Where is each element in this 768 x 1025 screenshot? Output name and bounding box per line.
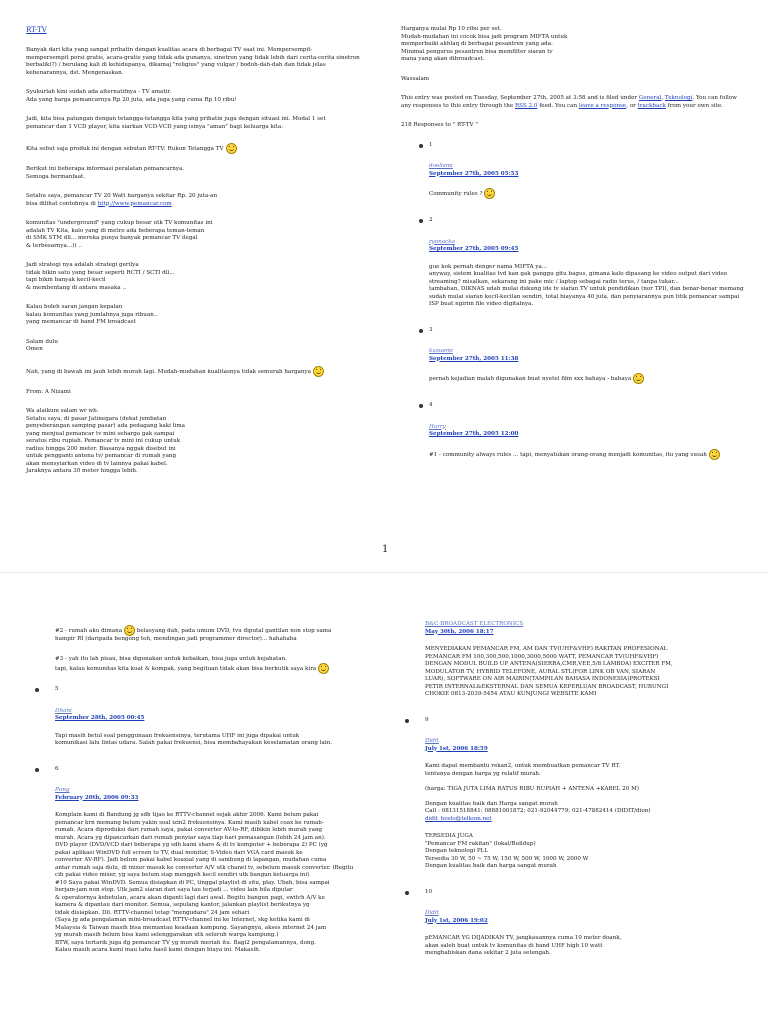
smiley-icon xyxy=(313,366,324,377)
comment-text: Community rules ? xyxy=(429,191,483,197)
post-body xyxy=(26,26,364,488)
comment-body xyxy=(429,373,748,384)
comment-author-link[interactable]: Harry xyxy=(429,423,446,430)
post-paragraph: komunitas "underground" yang cukup besar utk TV komunitas ini adalah TV Kita, kalo yang di metro ada beberapa teman-teman di SMK STM dll... mereka punya banyak pemancar TV ilegal & terbesarnya...)) .. xyxy=(26,220,213,249)
comment xyxy=(429,402,748,460)
bullet-icon xyxy=(35,768,39,772)
comment-text: #3 - yah itu lah pisau, bisa digunakan untuk kebaikan, bisa juga untuk kejahatan. tapi, kalau komunitas kita kuat & kompak, yang begituan tidak akan bisa berkutik saya kira xyxy=(55,655,317,672)
comment-text: #2 - rumah aku dimana xyxy=(55,628,123,634)
comment-number-text: 6 xyxy=(55,765,59,772)
post-paragraph: From: A Nizami xyxy=(26,388,71,395)
bullet-icon xyxy=(405,719,409,723)
comment-date-link[interactable]: September 27th, 2005 11:38 xyxy=(429,355,519,362)
post-paragraph: Salam dulu Omen xyxy=(26,338,58,352)
comment xyxy=(425,889,745,958)
comment-number-text: 10 xyxy=(425,888,433,895)
bullet-icon xyxy=(419,329,423,333)
post-paragraph: Wa alaikum salam wr wb. Setahu saya, di pasar Jatinegara (dekat jembatan penyeberangan samping pasar) ada pedagang kaki lima yang menjual pemancar tv mini seharga gak sampai seratus ribu rupiah. Pemancar tv mini ini cukup untuk radius hingga 200 meter. Biasanya nggak disebut ini untuk pengganti antena tv/ pemancar di rumah yang akan mensyiarkan video di tv lainnya pakai kabel. Jaraknya antara 30 meter hingga lebih. xyxy=(26,408,185,474)
bullet-icon xyxy=(419,404,423,408)
comment-author-link[interactable]: Dhani xyxy=(55,707,72,714)
comment-date-link[interactable]: July 1st, 2006 18:59 xyxy=(425,745,488,752)
smiley-icon xyxy=(633,373,644,384)
comment-body xyxy=(429,449,748,460)
post-text: Kita sebut saja produk ini dengan sebutan RT-TV: Rukun Tetangga TV xyxy=(26,146,224,152)
trackback-link[interactable]: trackback xyxy=(637,102,666,109)
comment-date-link[interactable]: September 27th, 2005 05:53 xyxy=(429,170,519,177)
comment-date-link[interactable]: February 20th, 2006 09:33 xyxy=(55,794,139,801)
page-number: 1 xyxy=(382,544,389,555)
comment-date-link[interactable]: May 30th, 2006 18:17 xyxy=(425,628,494,635)
comment-date-link[interactable]: September 27th, 2005 12:00 xyxy=(429,431,519,437)
comment-author-link[interactable]: Didit xyxy=(425,910,439,916)
comment-body: Komplain kami di Bandung jg sdh tijao ke RTTV-channel sejak akhir 2006. Kami belum pakai pemancar krn memang belum yakin soal izin2 frekuensinya. Kami masih kabel coax ke rumah- rumah. Acara diproduksi dari rumah saya, pakai converter AV-to-RF, dibikin lebih murah yang murah. Acara yg dipancarkan dari rumah penyiar saya tiap hari pemasangan (lebih 24 jam an). DVD player (DVD/VCD dari beberapa yg sdh kami share & di tv komputer + beberapa 2) PC (yg pakai aplikasi WinDVD full screen to TV, dual monitor, S-Video dari VGA card masuk ke converter AV-RF). Jadi belum pakai kabel koaxial yang di sambung di lapangan, mudahan cuma antar rumah saja dulu, di mixer masuk ke converter A/V utk chanel tv, sebelum masuk converter. (Begitu cih pakai video mixer, yg saya belum siap menggeh kecil sendiri utk bangun keluarga ini) #10 Saya pakai WinDVD. Semua disiapkan di PC, tinggal playlist di situ, play. Ubah, bisa sampai berjam-jam non stop. Utk jam2 siaran dari saya tau terjadi ... video lain bila diputar & operatornya kebetulan, acara akan diganti lagi dari awal. Begitu bangun pagi, switch A/V ke kamera & dipantau dari monitor. Semua, sepulang kantor, jalankan playlist berikutnya yg tidak disiapkan. Dll. RTTV-channel tetap "mengudara" 24 jam sehari (Saya jg ada pengalaman mini-broadcast RTTV-channel ini ke Internet, skg ketika kami di Malaysia & Taiwan masih bisa memantau keadaan kampung. Sayangnya, akses internet 24 jam yg murah masih belum bisa kami selenggarakan utk seluruh warga kampung.) BTW, saya tertarik juga dg pemancar TV yg murah meriah itu. Bagi2 pengalamannya, dong. Kalau masih acara kami mau tahu hasil kami dengan biaya ini. Makasih. xyxy=(55,812,354,953)
bullet-icon xyxy=(35,688,39,692)
comment-date-link[interactable]: July 1st, 2006 19:02 xyxy=(425,917,488,924)
comment-number-text: 1 xyxy=(429,141,433,148)
comment-number xyxy=(55,766,361,774)
comments-column-right xyxy=(425,621,745,976)
post-paragraph: Syukurlah kini sudah ada alternatifnya - TV amatir. Ada yang harga pemancarnya Rp 20 juta, ada juga yang cuma Rp 10 ribu! xyxy=(26,89,237,103)
comment xyxy=(429,217,748,309)
comment-continuation xyxy=(55,625,361,644)
post-continuation xyxy=(401,26,748,478)
post-text: Setahu saya, pemancar TV 20 Watt harganya sekitar Rp. 20 juta-an bisa dilihat contohnya di xyxy=(26,193,218,207)
meta-text: from your own site. xyxy=(667,102,723,109)
comment-date-link[interactable]: September 27th, 2005 09:45 xyxy=(429,246,519,252)
bullet-icon xyxy=(419,144,423,148)
comment-number-text: 3 xyxy=(429,326,433,333)
post-paragraph: Kalau boleh saran jangan kepalan kalau komunitas yang jumlahnya juga ribuan.. yang memancar di band FM broadcast xyxy=(26,304,158,325)
comment-number xyxy=(429,327,748,335)
post-paragraph: Jadi strategi nya adalah strategi gerilya tidak bikin satu yang besar seperti RCTI / SCTI dll... tapi bikin banyak kecil-kecil & membentang di antara masaka .. xyxy=(26,262,175,291)
comment-text: #1 - community always rules ... tapi, menyatukan orang-orang menjadi komunitas, itu yang susah xyxy=(429,451,707,458)
post-meta: This entry was posted on Tuesday, September 27th, 2005 at 3:58 and is filed under General, Teknologi. You can follow any responses to this entry through the RSS 2.0 feed. You can leave a response, or trackback from your own site. xyxy=(401,95,737,109)
smiley-icon xyxy=(226,143,237,154)
comment-body xyxy=(429,188,748,199)
meta-text: feed. You can xyxy=(539,102,578,109)
post-title-link[interactable]: RT-TV xyxy=(26,26,47,34)
comment-author-link[interactable]: Didit xyxy=(425,738,439,744)
post-text: Nah, yang di bawah ini jauh lebih murah lagi. Mudah-mudahan kualitasnya tidak semurah harganya xyxy=(26,368,311,375)
post-paragraph: Wassalam xyxy=(401,75,430,82)
responses-heading: 218 Responses to " RT-TV " xyxy=(401,122,478,128)
comment-body: pEMANCAR YG DIJADIKAN TV, jangkauannya cuma 10 meter doank, akan saleh buat untuk tv komunitas di band UHF high 10 watt menghabiskan dana sekitar 2 juta setengah. xyxy=(425,935,622,956)
comment-author-link[interactable]: ryonacka xyxy=(429,238,455,245)
comment-date-link[interactable]: September 28th, 2005 00:45 xyxy=(55,715,145,721)
comment-body: MENYEDIAKAN PEMANCAR FM, AM DAN TV(UHF&VHF) RAKITAN PROFESIONAL PEMANCAR FM 100,300,500,1000,3000,5000 WATT, PEMANCAR TV(UHF&VHF) DENGAN MODUL BUILD UP ANTENA(SIERRA,CMR,VEE,5/8 LAMBDA) EXCITER FM, MODULATOR TV, HYBRID TELEFONE, AURAL STL(FOR LINK OB VAN, SIARAN LUAR), SOFTWARE ON AIR MAIRIN(TAMPILAN BAHASA INDONESIA)PROTEKSI PETIR INTERNAL&EKSTERNAL DAN SEMUA KEPERLUAN BROADCAST, HUBUNGI CHOKIE 0813-2039-5454 ATAU KUNJUNGI WEBSITE KAMI xyxy=(425,646,673,697)
comment xyxy=(55,766,361,955)
post-paragraph: Banyak dari kita yang sangat prihatin dengan kualitas acara di berbagai TV saat ini. Mempersempit- mempersempit porsi gratis, acara-gratis yang tidak ada gunanya, sinetron yang tidak lebih dari cerita-cerita sinetron berbalik(?) / berulang kali di kehidupanya, dikamaj "religius" yang vulgar / bodoh-dah-dah dan tidak jelas kebenarannya, dst. Mengenaskan. xyxy=(26,47,360,76)
document-page-2 xyxy=(0,572,768,1025)
comment-number-text: 4 xyxy=(429,402,433,408)
post-paragraph: Jadi, kita bisa patungan dengan tetangga-tetangga kita yang prihatin juga dengan situasi ini. Modal 1 set pemancar dan 1 VCD player, kita siarkan VCD-VCD yang isinya "aman" bagi keluarga kita. xyxy=(26,116,326,130)
pemancar-link[interactable]: http://www.pemancar.com xyxy=(97,200,172,207)
comment-continuation xyxy=(55,656,361,675)
category-general-link[interactable]: General xyxy=(638,95,662,101)
smiley-icon xyxy=(318,663,329,674)
email-link[interactable]: didit_hosts@telkom.net xyxy=(425,815,492,822)
comment-author-link[interactable]: Pung xyxy=(55,787,70,793)
post-paragraph: Harganya mulai Rp 10 ribu per set. Mudah-mudahan ini cocok bisa jadi program MIFTA untuk memperbaiki akhlaq di berbagai pesantren yang ada. Minimal pengurus pesantren bisa memfilter siaran tv mana yang akan dibroadcast. xyxy=(401,26,568,62)
comment-number-text: 2 xyxy=(429,217,433,223)
meta-text: . You can follow any responses to this entry through the xyxy=(401,95,737,109)
bullet-icon xyxy=(419,219,423,223)
bullet-icon xyxy=(405,891,409,895)
comment-number xyxy=(429,217,748,225)
comment-number xyxy=(429,142,748,150)
comment-number-text: 5 xyxy=(55,686,59,692)
comment xyxy=(429,142,748,200)
rss-link[interactable]: RSS 2.0 xyxy=(514,102,538,109)
comment-text: belasyang dah, pada umum DVD, tvu diputal gantilan non stop sama hampir RI (daripada bengong toh, mendingan jadi programmer director)... hahahaha xyxy=(55,628,332,642)
comment-number xyxy=(425,889,745,897)
comment-author-link[interactable]: B&C BROADCAST ELECTRONICS xyxy=(425,621,524,627)
comment-body: Tapi masih betul soal penggunaan frekuensinya, terutama UHF ini juga dipakai untuk komunikasi lalu lintas udara. Salah pakai frekuensi, bisa membahayakan keselamatan orang lain. xyxy=(55,732,333,746)
post-paragraph xyxy=(26,143,364,154)
tersedia-heading: TERSEDIA JUGA xyxy=(425,833,473,839)
meta-text: This entry was posted on Tuesday, September 27th, 2005 at 3:58 and is filed under xyxy=(401,95,638,101)
comment xyxy=(429,327,748,385)
comment-body: Kami dapat membantu rekan2, untuk membuatkan pemancar TV RT. tentunya dengan harga yg relatif murah. (harga: TIGA JUTA LIMA RATUS RIBU RUPIAH + ANTENA +KABEL 20 M) Dengan kualitas baik dan Harga sangat murah Call : 08131518841; 08881001872; 021-92044779; 021-47882414 (DIDIT/dion) xyxy=(425,763,651,814)
smiley-icon xyxy=(484,188,495,199)
comment-text: pernah kejadian malah digunakan buat nyetel film xxx bahaya - bahaya xyxy=(429,376,632,382)
post-paragraph xyxy=(26,366,364,377)
leave-response-link[interactable]: leave a response xyxy=(578,102,627,109)
comment-number-text: 9 xyxy=(425,716,429,723)
smiley-icon xyxy=(124,625,135,636)
comment-number xyxy=(55,686,361,694)
tersedia-body: "Pemancar FM rakitan" (lokal/Buildup) Dengan teknologi PLL Tersedia 30 W, 50 ~ 75 W, 150 W, 500 W, 1000 W, 2000 W Dengan kualitas baik dan harga sangat murah xyxy=(425,840,589,869)
smiley-icon xyxy=(709,449,720,460)
post-paragraph: Berikut ini beberapa informasi peralatan pemancarnya. Semoga bermanfaat. xyxy=(26,166,185,180)
comment-number xyxy=(429,402,748,410)
meta-text: , or xyxy=(626,102,636,109)
comment-author-link[interactable]: kusuemi xyxy=(429,348,453,354)
comment-body: gue kok pernah denger nama MIFTA ya... anyway, sistem kualitas tvd kan gak ganggu gitu bagus, gimana kalo dipasang ke video output dari video streaming? misalkan, sekarang ini pake mic / laptop sebagai radio terus, / tanpa tukar... tambahan, DIKNAS udah mulai dukung ide tv siaran TV untuk pendidikan (nor TPI), dan benar-benar memang sudah mulai siaran kecil-kecilan sendiri, total biayanya 40 juta, dan penyiarannya pun titik pemancar sampai ISP buat ngirim file video digitalnya. xyxy=(429,263,744,307)
category-teknologi-link[interactable]: Teknologi xyxy=(664,95,693,101)
comments-column-left xyxy=(55,625,361,973)
comment-author-link[interactable]: doelismi xyxy=(429,163,453,169)
comment-number xyxy=(425,717,745,725)
comment xyxy=(425,621,745,699)
comment xyxy=(425,717,745,871)
post-paragraph xyxy=(26,193,364,208)
comment xyxy=(55,686,361,748)
